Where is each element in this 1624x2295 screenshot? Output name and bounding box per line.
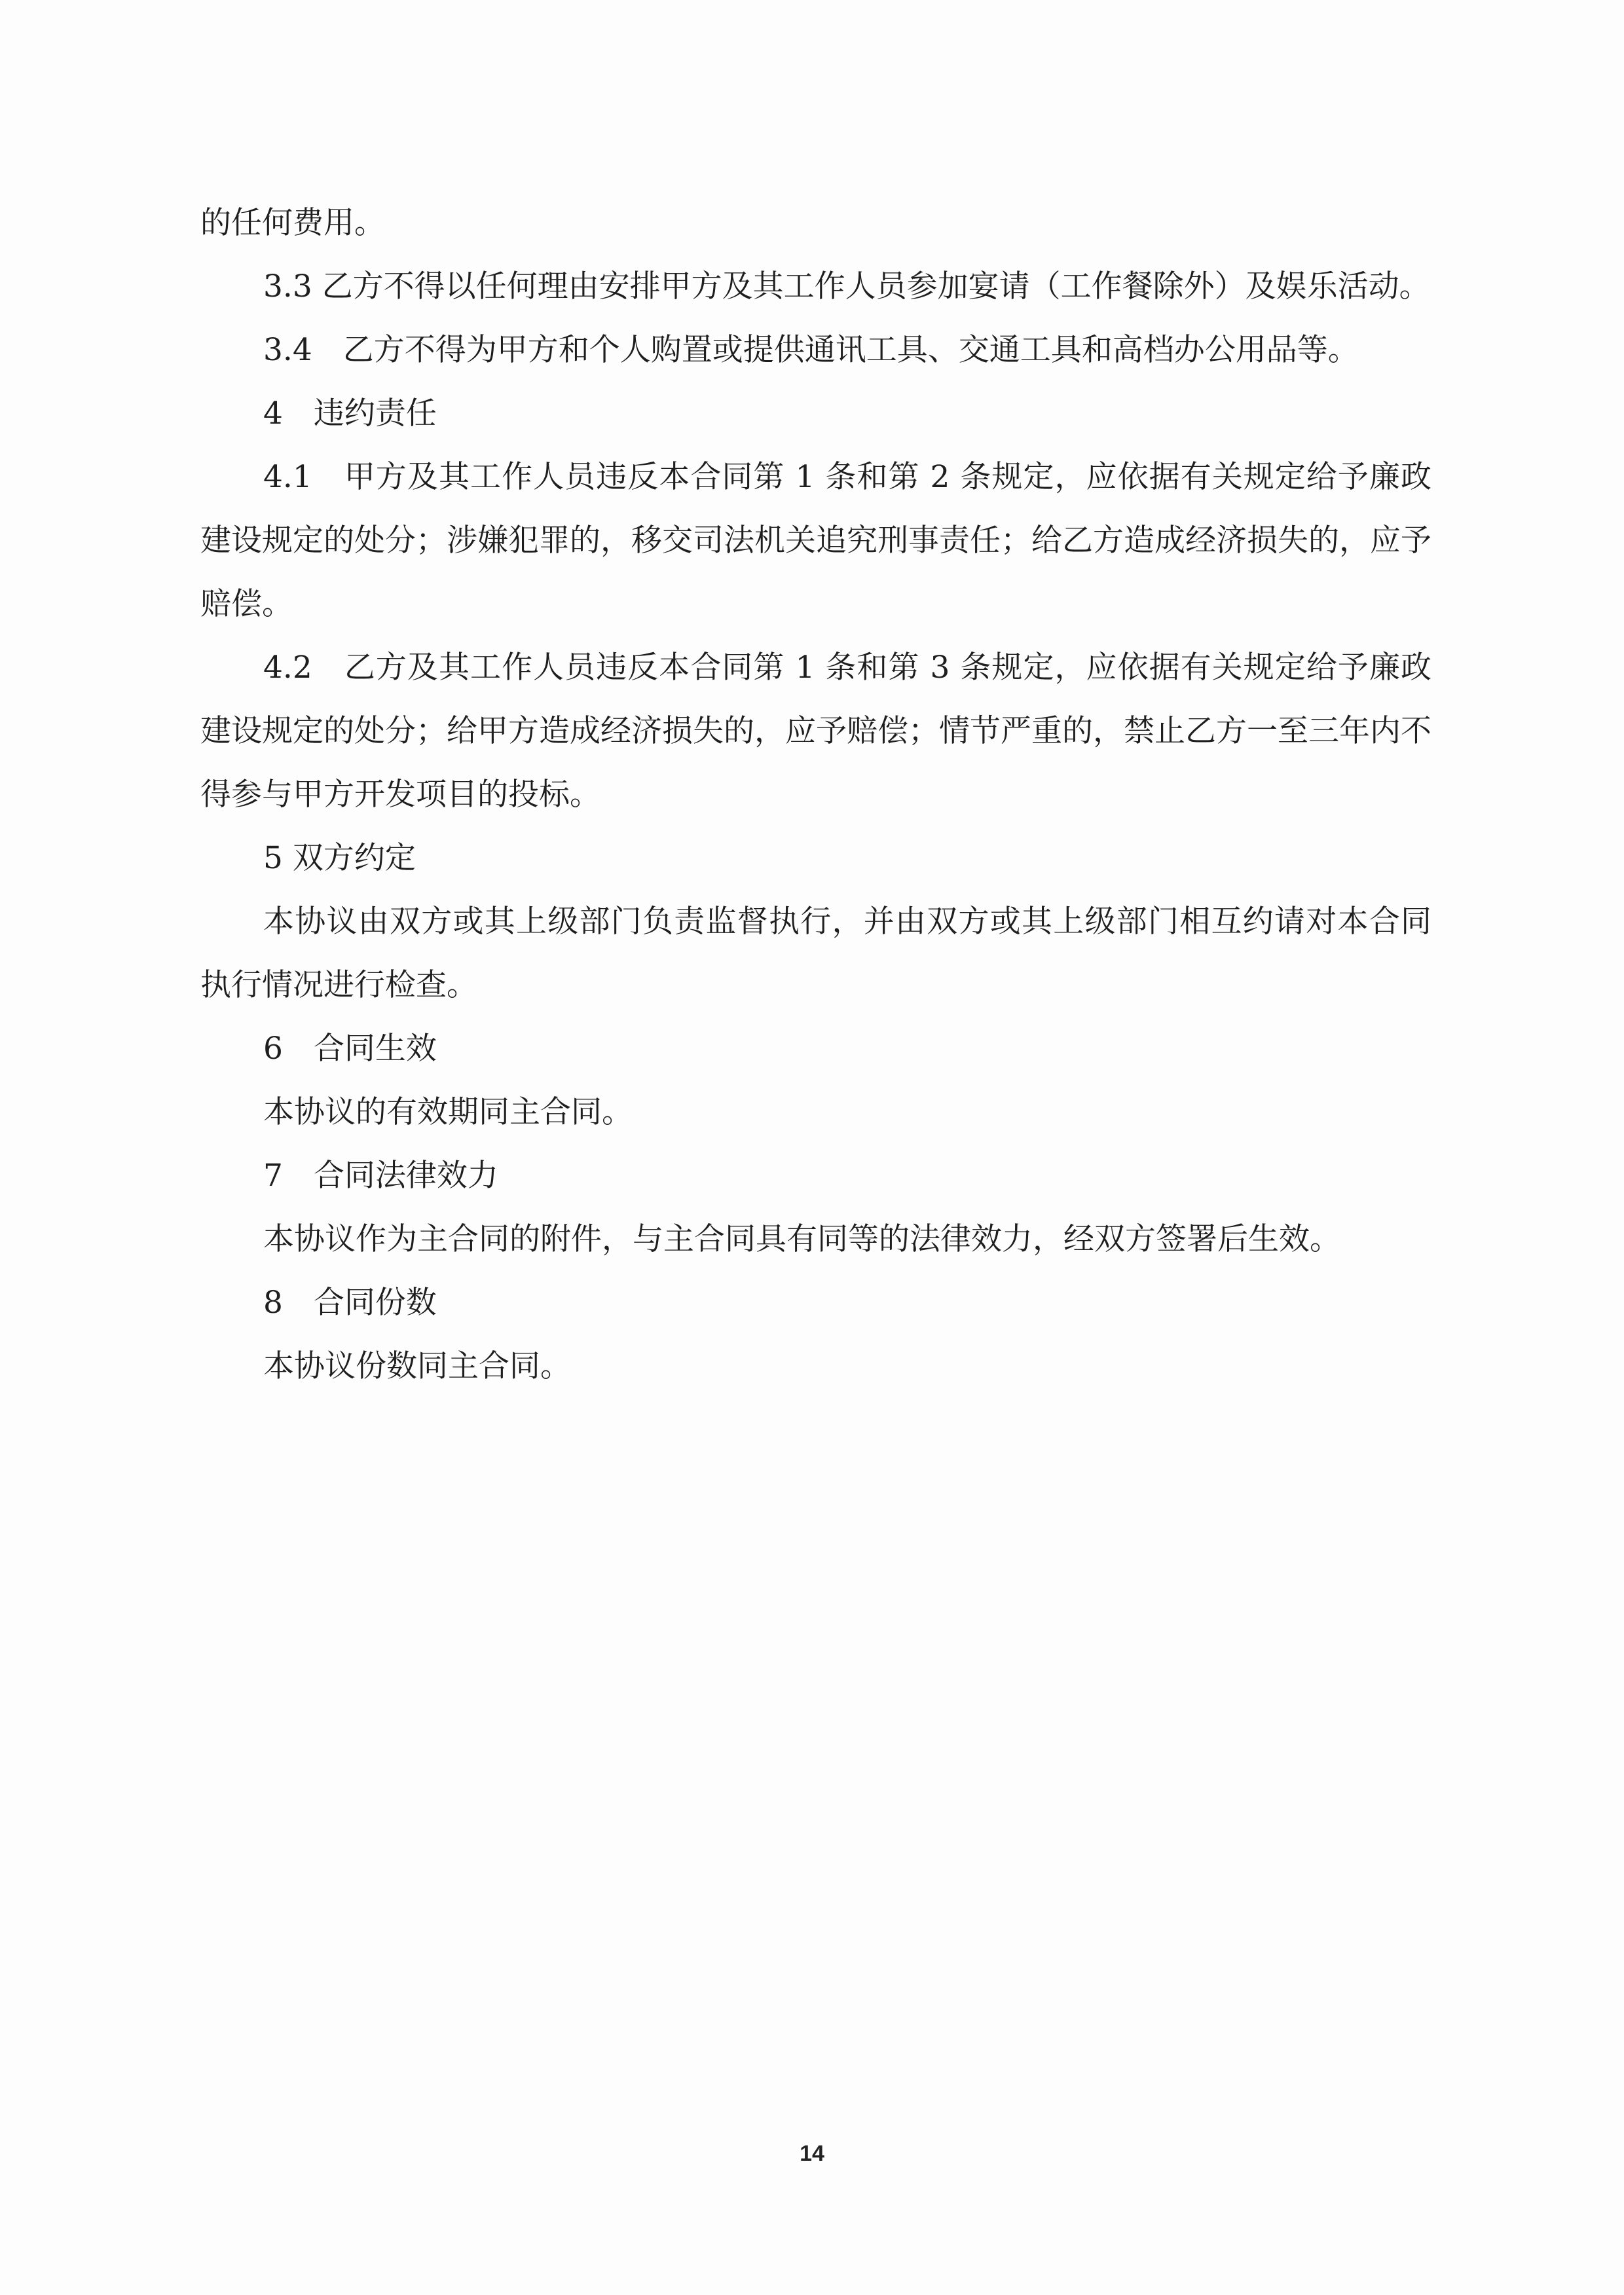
section-heading-8: 8 合同份数: [263, 1285, 437, 1321]
section-heading-6: 6 合同生效: [263, 1031, 437, 1067]
clause-5-body: 本协议由双方或其上级部门负责监督执行，并由双方或其上级部门相互约请对本合同执行情况进行检查。: [200, 904, 1431, 1003]
clause-4-1: 4.1 甲方及其工作人员违反本合同第 1 条和第 2 条规定，应依据有关规定给予廉政建设规定的处分；涉嫌犯罪的，移交司法机关追究刑事责任；给乙方造成经济损失的，应予赔偿。: [200, 459, 1431, 622]
clause-7-body: 本协议作为主合同的附件，与主合同具有同等的法律效力，经双方签署后生效。: [263, 1221, 1340, 1257]
page-number: 14: [800, 2141, 824, 2166]
clause-6-body: 本协议的有效期同主合同。: [263, 1094, 633, 1130]
section-heading-4: 4 违约责任: [263, 395, 437, 431]
clause-4-2: 4.2 乙方及其工作人员违反本合同第 1 条和第 3 条规定，应依据有关规定给予廉政建设规定的处分；给甲方造成经济损失的，应予赔偿；情节严重的，禁止乙方一至三年内不得参与甲方开发项目的投标。: [200, 650, 1431, 813]
document-body: [200, 191, 1431, 1398]
clause-3-3: 3.3 乙方不得以任何理由安排甲方及其工作人员参加宴请（工作餐除外）及娱乐活动。: [263, 268, 1430, 304]
paragraph-continuation: 的任何费用。: [200, 205, 385, 241]
section-heading-7: 7 合同法律效力: [263, 1158, 498, 1194]
clause-3-4: 3.4 乙方不得为甲方和个人购置或提供通讯工具、交通工具和高档办公用品等。: [263, 332, 1359, 368]
clause-8-body: 本协议份数同主合同。: [263, 1348, 571, 1384]
section-heading-5: 5 双方约定: [263, 840, 416, 876]
